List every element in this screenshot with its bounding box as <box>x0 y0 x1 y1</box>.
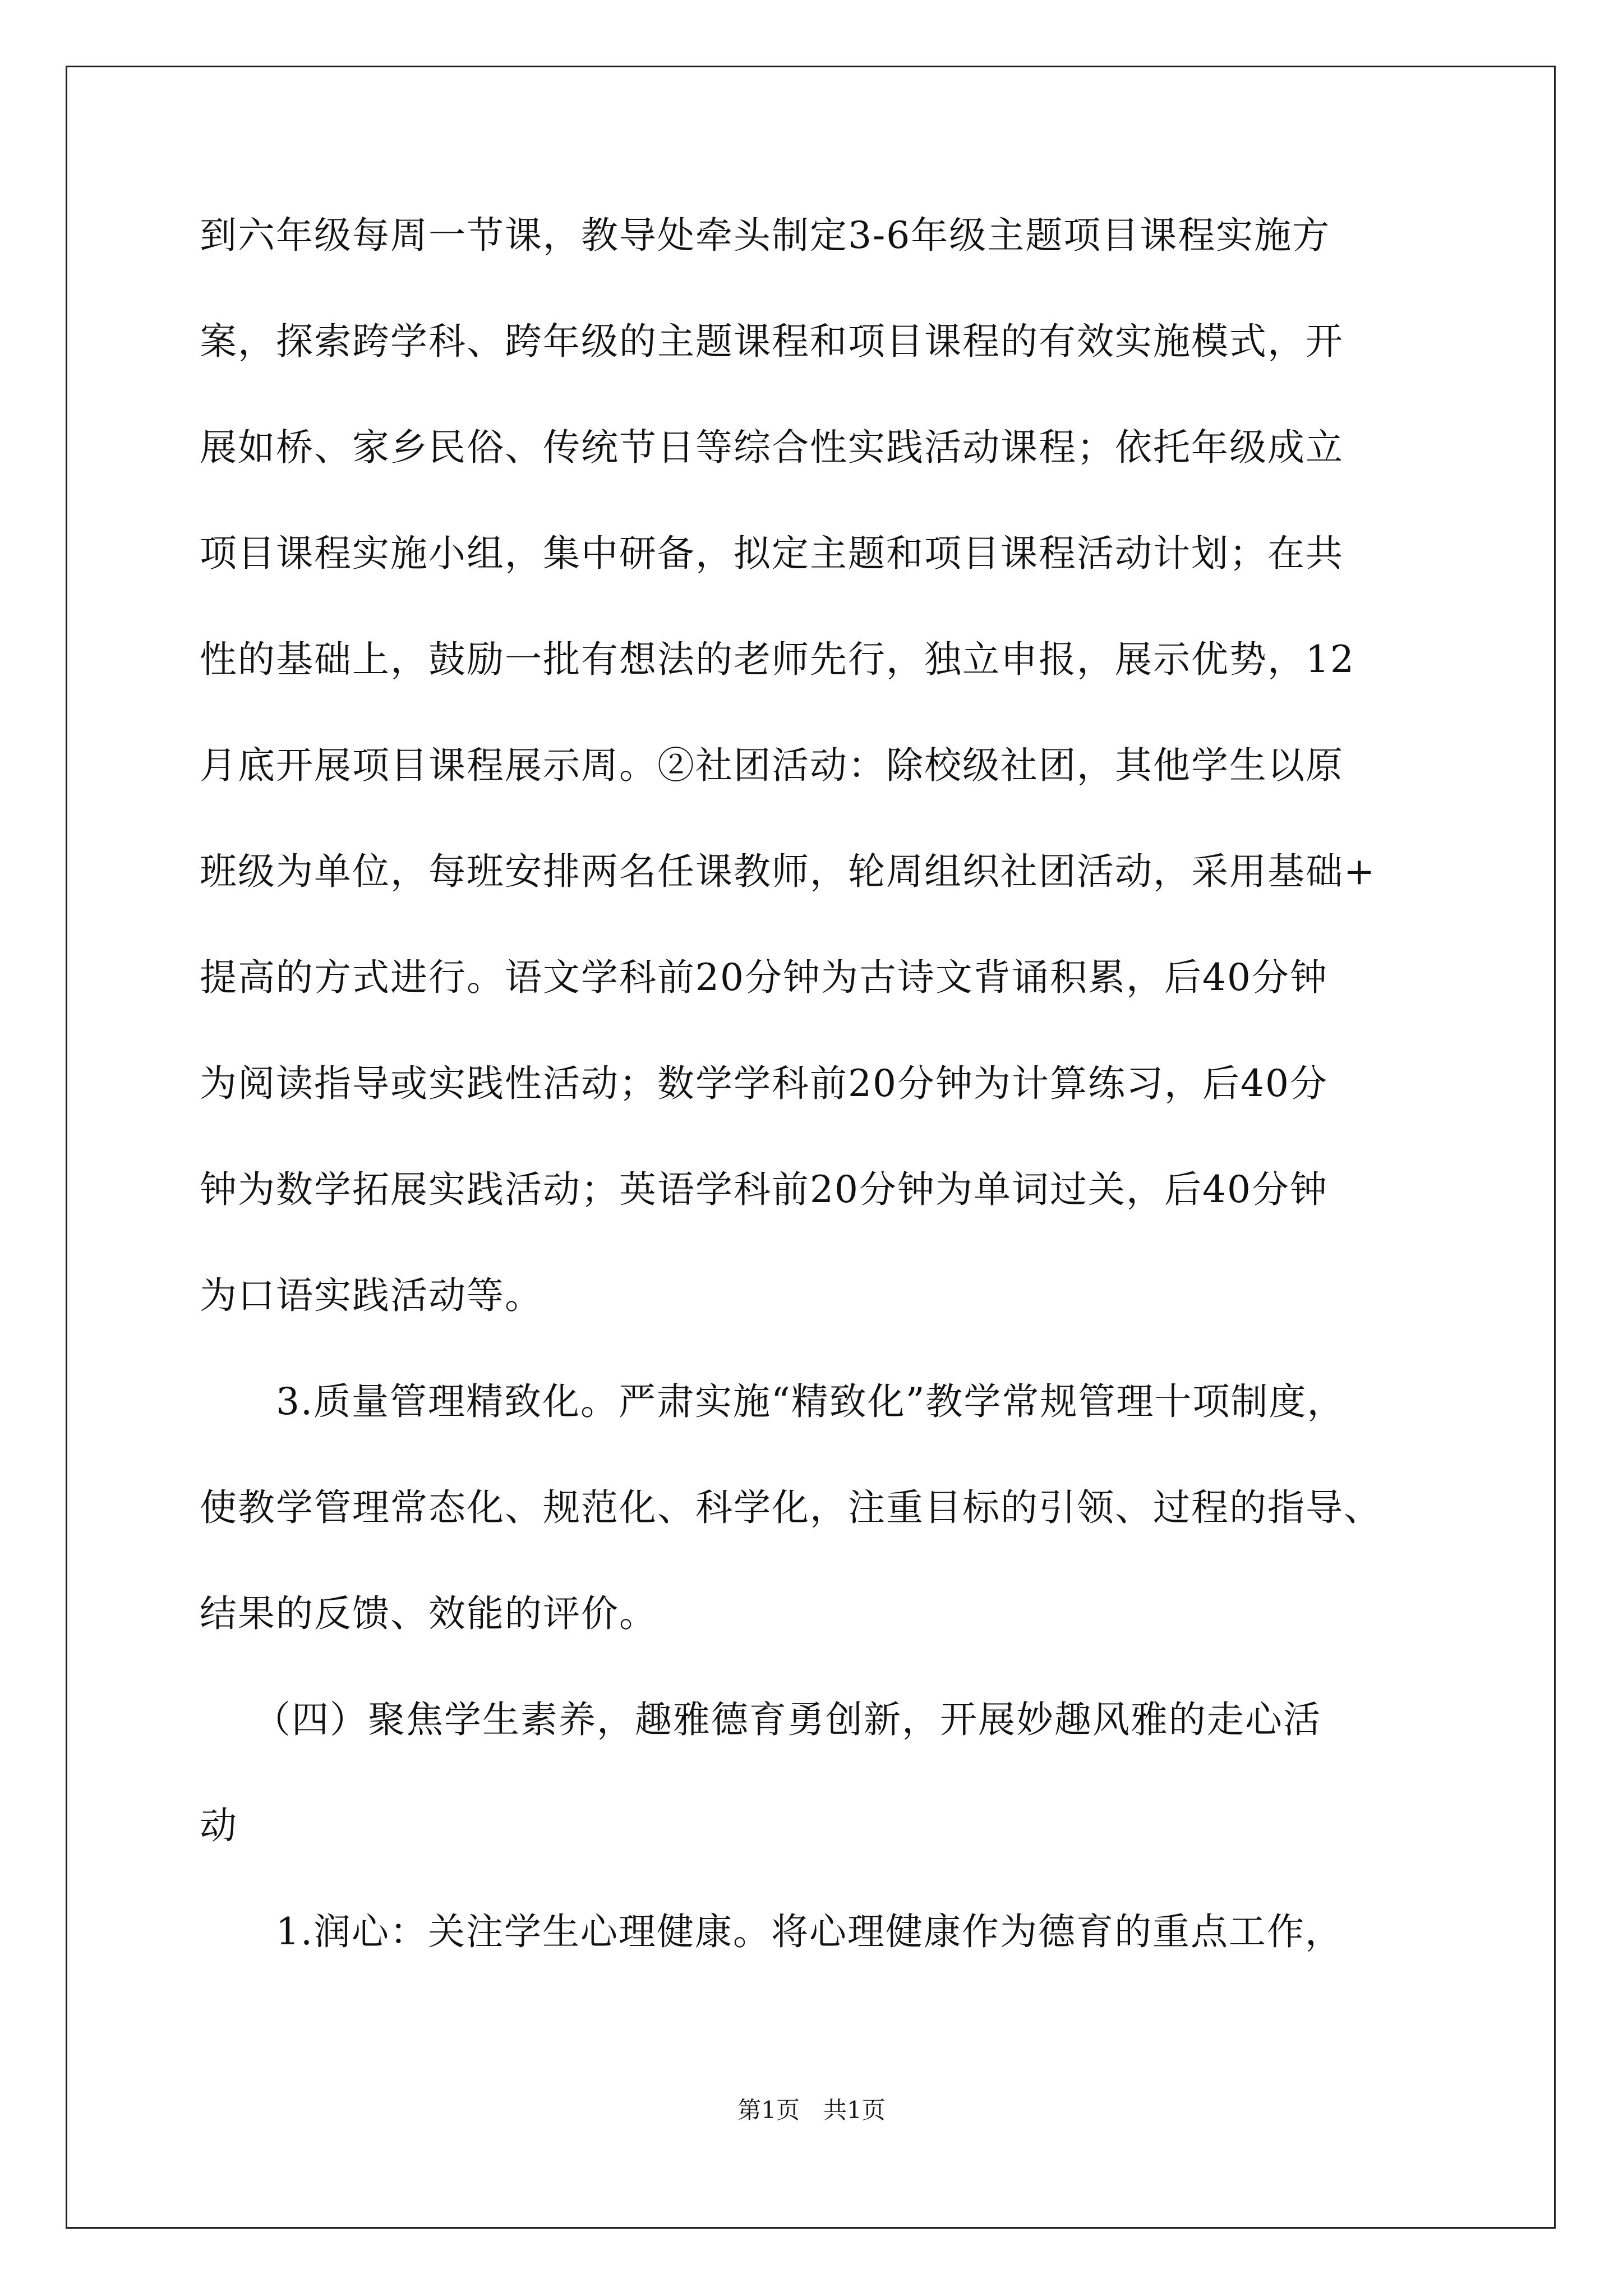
text-line-2: 案，探索跨学科、跨年级的主题课程和项目课程的有效实施模式，开 <box>200 320 1344 363</box>
text-line-4: 项目课程实施小组，集中研备，拟定主题和项目课程活动计划；在共 <box>200 532 1344 575</box>
text-line-7: 班级为单位，每班安排两名任课教师，轮周组织社团活动，采用基础+ <box>200 850 1376 893</box>
text-line-12: 3.质量管理精致化。严肃实施“精致化”教学常规管理十项制度， <box>276 1380 1345 1423</box>
text-line-6: 月底开展项目课程展示周。②社团活动：除校级社团，其他学生以原 <box>200 744 1344 787</box>
text-line-17: 1.润心：关注学生心理健康。将心理健康作为德育的重点工作， <box>276 1910 1343 1953</box>
page-footer: 第1页 共1页 <box>737 2096 886 2124</box>
text-line-14: 结果的反馈、效能的评价。 <box>200 1592 657 1635</box>
section-heading-line-2: 动 <box>200 1804 238 1847</box>
text-line-10: 钟为数学拓展实践活动；英语学科前20分钟为单词过关，后40分钟 <box>200 1168 1328 1211</box>
text-line-1: 到六年级每周一节课，教导处牵头制定3-6年级主题项目课程实施方 <box>200 214 1331 257</box>
page-border <box>66 66 1556 2229</box>
text-line-5: 性的基础上，鼓励一批有想法的老师先行，独立申报，展示优势，12 <box>200 638 1355 681</box>
text-line-11: 为口语实践活动等。 <box>200 1274 543 1317</box>
section-heading-line-1: （四）聚焦学生素养，趣雅德育勇创新，开展妙趣风雅的走心活 <box>253 1698 1321 1741</box>
text-line-9: 为阅读指导或实践性活动；数学学科前20分钟为计算练习，后40分 <box>200 1062 1328 1105</box>
text-line-3: 展如桥、家乡民俗、传统节日等综合性实践活动课程；依托年级成立 <box>200 426 1344 469</box>
text-line-13: 使教学管理常态化、规范化、科学化，注重目标的引领、过程的指导、 <box>200 1486 1382 1529</box>
text-line-8: 提高的方式进行。语文学科前20分钟为古诗文背诵积累，后40分钟 <box>200 956 1328 999</box>
